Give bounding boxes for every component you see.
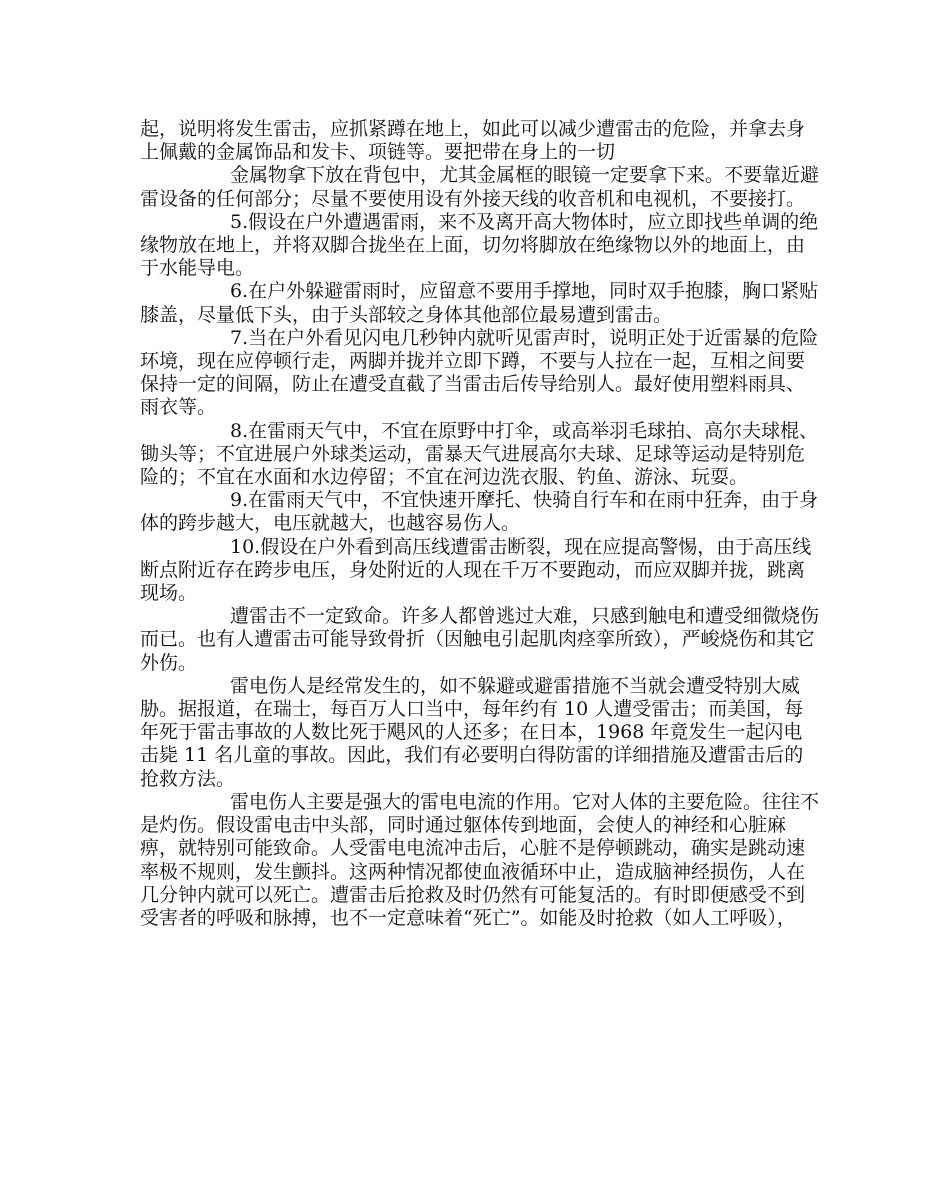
paragraph-item-6: 6.在户外躲避雷雨时，应留意不要用手撑地，同时双手抱膝，胸口紧贴膝盖，尽量低下头，由于头部较之身体其他部位最易遭到雷击。 xyxy=(140,280,819,326)
paragraph-continuation: 起，说明将发生雷击，应抓紧蹲在地上，如此可以减少遭雷击的危险，并拿去身上佩戴的金属饰品和发卡、项链等。要把带在身上的一切 xyxy=(140,118,806,164)
paragraph-mechanism: 雷电伤人主要是强大的雷电电流的作用。它对人体的主要危险。往往不是灼伤。假设雷电击中头部，同时通过躯体传到地面，会使人的神经和心脏麻痹，就特别可能致命。人受雷电电流冲击后，心脏不是停顿跳动，确实是跳动速率极不规则，发生颤抖。这两种情况都使血液循环中止，造成脑神经损伤，人在几分钟内就可以死亡。遭雷击后抢救及时仍然有可能复活的。有时即便感受不到受害者的呼吸和脉搏，也不一定意味着“死亡”。如能及时抢救（如人工呼吸）， xyxy=(140,790,820,929)
paragraph-item-7: 7.当在户外看见闪电几秒钟内就听见雷声时，说明正处于近雷暴的危险环境，现在应停顿行走，两脚并拢并立即下蹲，不要与人拉在一起，互相之间要保持一定的间隔，防止在遭受直截了当雷击后传导给别人。最好使用塑料雨具、雨衣等。 xyxy=(140,326,819,419)
paragraph-item-10: 10.假设在户外看到高压线遭雷击断裂，现在应提高警惕，由于高压线断点附近存在跨步电压，身处附近的人现在千万不要跑动，而应双脚并拢，跳离现场。 xyxy=(140,535,812,605)
document-page xyxy=(140,118,820,930)
paragraph-item-8: 8.在雷雨天气中，不宜在原野中打伞，或高举羽毛球拍、高尔夫球棍、锄头等；不宜进展户外球类运动，雷暴天气进展高尔夫球、足球等运动是特别危险的；不宜在水面和水边停留；不宜在河边洗衣服、钓鱼、游泳、玩耍。 xyxy=(140,419,819,489)
paragraph-item-9: 9.在雷雨天气中，不宜快速开摩托、快骑自行车和在雨中狂奔，由于身体的跨步越大，电压就越大，也越容易伤人。 xyxy=(140,489,819,535)
paragraph-not-fatal: 遭雷击不一定致命。许多人都曾逃过大难，只感到触电和遭受细微烧伤而已。也有人遭雷击可能导致骨折（因触电引起肌肉痉挛所致），严峻烧伤和其它外伤。 xyxy=(140,605,820,674)
paragraph-statistics: 雷电伤人是经常发生的，如不躲避或避雷措施不当就会遭受特别大威胁。据报道，在瑞士，每百万人口当中，每年约有 10 人遭受雷击；而美国，每年死于雷击事故的人数比死于飓风的人还多；在日本，1968 年竟发生一起闪电击毙 11 名儿童的事故。因此，我们有必要明白得防雷的详细措施及遭雷击后的抢救方法。 xyxy=(140,674,804,790)
paragraph-metal-items: 金属物拿下放在背包中，尤其金属框的眼镜一定要拿下来。不要靠近避雷设备的任何部分；尽量不要使用设有外接天线的收音机和电视机，不要接打。 xyxy=(140,164,820,210)
paragraph-item-5: 5.假设在户外遭遇雷雨，来不及离开高大物体时，应立即找些单调的绝缘物放在地上，并将双脚合拢坐在上面，切勿将脚放在绝缘物以外的地面上，由于水能导电。 xyxy=(140,210,819,280)
